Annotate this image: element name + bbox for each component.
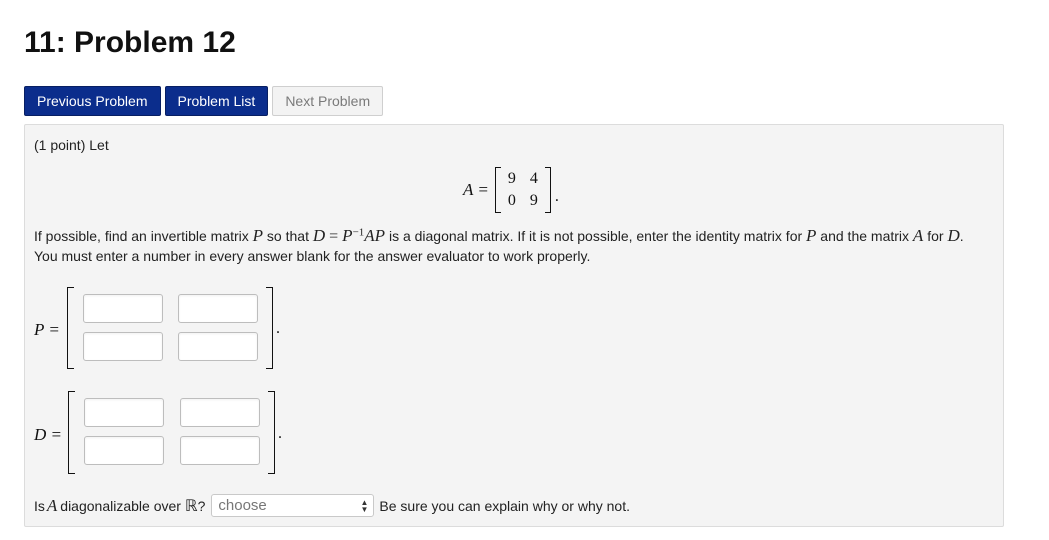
diagonalizable-question bbox=[34, 494, 630, 517]
instruction-text: . bbox=[959, 228, 964, 244]
matrix-a-cell: 9 bbox=[529, 192, 538, 209]
d-right-bracket bbox=[268, 391, 275, 474]
d-entry-r1c1[interactable] bbox=[84, 398, 164, 427]
next-problem-button: Next Problem bbox=[272, 86, 383, 116]
problem-panel bbox=[24, 124, 1004, 527]
math-p: P bbox=[806, 226, 817, 245]
p-left-bracket bbox=[67, 287, 74, 369]
question-text: ? bbox=[197, 497, 206, 514]
math-superscript: −1 bbox=[352, 226, 365, 239]
diagonalizable-select[interactable] bbox=[211, 494, 374, 517]
p-entry-r1c1[interactable] bbox=[83, 294, 163, 323]
d-entry-r2c1[interactable] bbox=[84, 436, 164, 465]
question-text: diagonalizable over bbox=[60, 497, 181, 514]
p-entry-r2c2[interactable] bbox=[178, 332, 258, 361]
d-entry-r1c2[interactable] bbox=[180, 398, 260, 427]
p-matrix-label: P = bbox=[34, 320, 60, 339]
math-d: D bbox=[312, 226, 326, 245]
matrix-a-display bbox=[463, 165, 559, 215]
previous-problem-button[interactable]: Previous Problem bbox=[24, 86, 161, 116]
math-a: A bbox=[912, 226, 924, 245]
select-arrows-icon: ▲ ▼ bbox=[360, 497, 369, 514]
matrix-a-cell: 4 bbox=[529, 170, 538, 187]
instruction-text: so that bbox=[263, 228, 313, 244]
problem-list-button[interactable]: Problem List bbox=[165, 86, 269, 116]
math-equals: = bbox=[325, 228, 343, 245]
p-entry-r1c2[interactable] bbox=[178, 294, 258, 323]
problem-nav bbox=[24, 86, 383, 116]
math-reals: ℝ bbox=[184, 497, 198, 515]
problem-intro: (1 point) Let bbox=[34, 137, 109, 153]
instruction-line-2: You must enter a number in every answer blank for the answer evaluator to work properly. bbox=[34, 248, 591, 264]
d-matrix-label: D = bbox=[34, 425, 62, 444]
matrix-a-cell: 9 bbox=[507, 170, 516, 187]
page-title: 11: Problem 12 bbox=[24, 26, 236, 59]
p-right-bracket bbox=[266, 287, 273, 369]
matrix-a-cell: 0 bbox=[507, 192, 516, 209]
d-left-bracket bbox=[68, 391, 75, 474]
instruction-text: is a diagonal matrix. If it is not possible, enter the identity matrix for bbox=[385, 228, 807, 244]
math-p: P bbox=[342, 226, 353, 245]
d-entry-r2c2[interactable] bbox=[180, 436, 260, 465]
select-value: choose bbox=[218, 497, 267, 514]
matrix-a-period: . bbox=[554, 188, 559, 205]
p-matrix-period: . bbox=[276, 320, 280, 337]
right-bracket bbox=[545, 167, 551, 213]
instruction-text: and the matrix bbox=[816, 228, 913, 244]
question-text: Is bbox=[34, 497, 45, 514]
explain-note: Be sure you can explain why or why not. bbox=[379, 497, 630, 514]
math-p: P bbox=[252, 226, 264, 245]
matrix-a-cells bbox=[501, 168, 545, 212]
p-entry-r2c1[interactable] bbox=[83, 332, 163, 361]
math-ap: AP bbox=[364, 226, 386, 245]
d-matrix-period: . bbox=[278, 425, 282, 442]
instruction-line-1 bbox=[34, 226, 999, 246]
matrix-a-label: A = bbox=[463, 180, 489, 199]
math-d: D bbox=[947, 226, 960, 245]
math-a: A bbox=[46, 495, 58, 515]
instruction-text: If possible, find an invertible matrix bbox=[34, 228, 253, 244]
instruction-text: for bbox=[923, 228, 948, 244]
